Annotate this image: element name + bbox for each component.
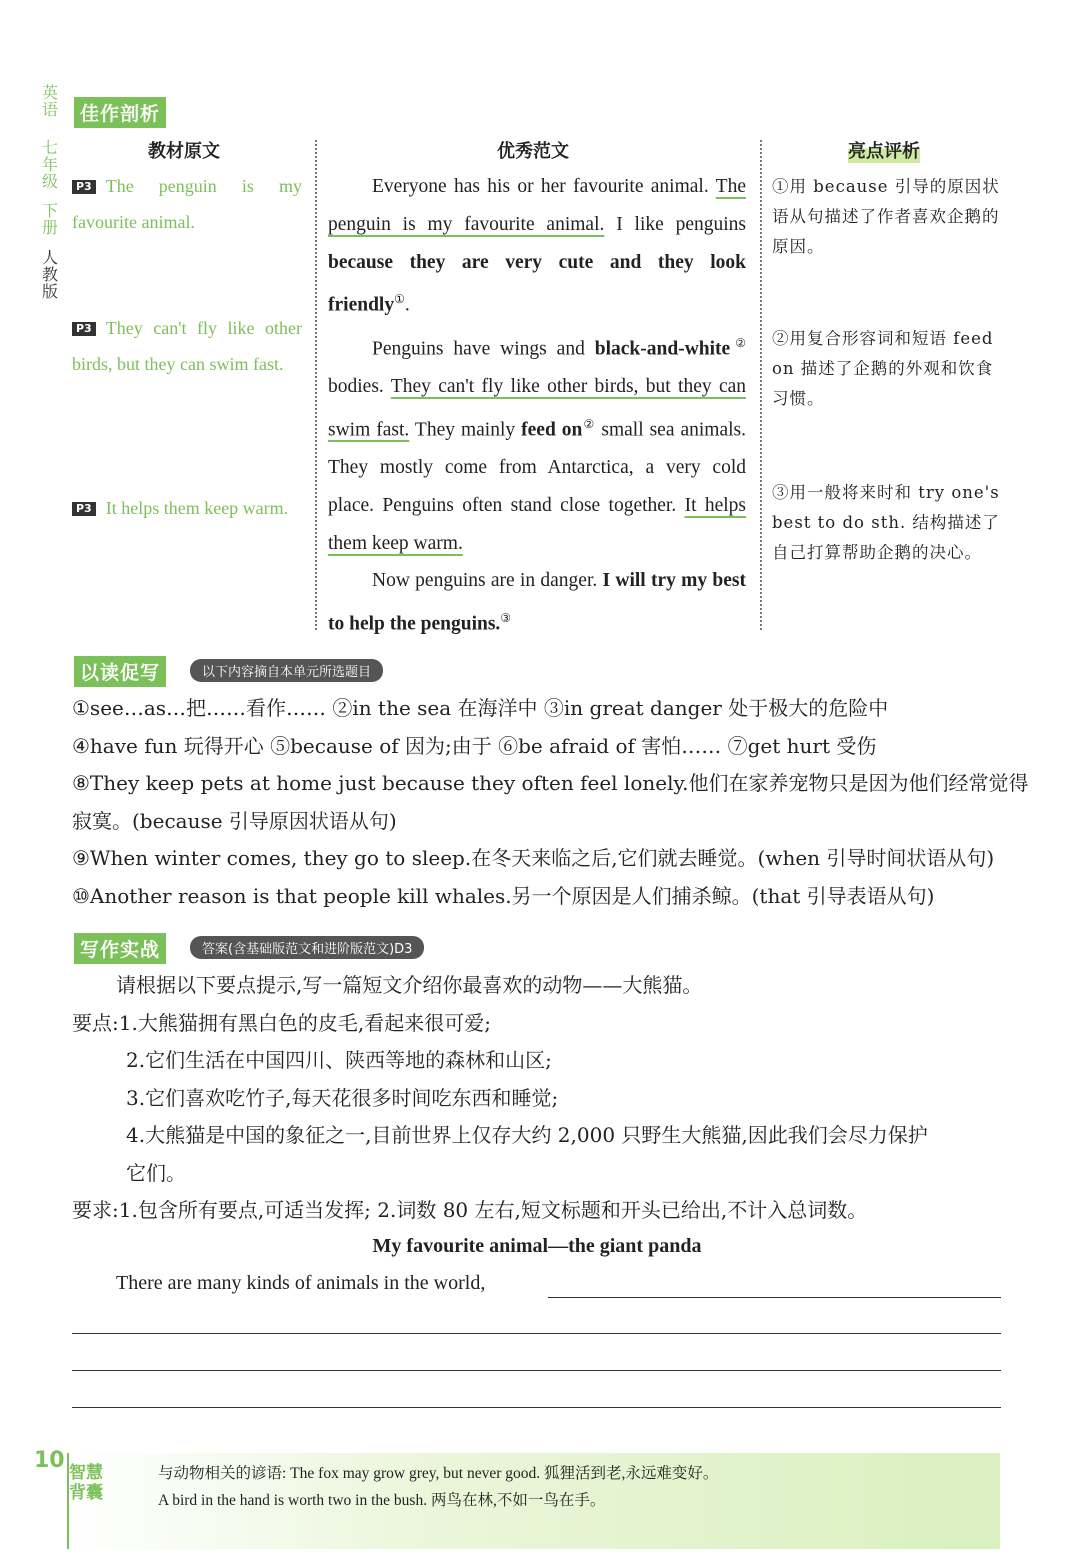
- col-head-model: 优秀范文: [497, 141, 569, 162]
- tip-box-label: 智慧背囊: [69, 1463, 103, 1503]
- section-tag-read-to-write: 以读促写: [74, 656, 166, 687]
- phrase-line: ④have fun 玩得开心 ⑤because of 因为;由于 ⑥be afraid of 害怕…… ⑦get hurt 受伤: [72, 733, 877, 758]
- page-ref-badge: P3: [72, 180, 96, 194]
- page-ref-badge: P3: [72, 322, 96, 336]
- source-pill: 以下内容摘自本单元所选题目: [190, 659, 383, 682]
- phrase-line: ⑧They keep pets at home just because they often feel lonely.他们在家养宠物只是因为他们经常觉得: [72, 771, 1029, 795]
- writing-line[interactable]: [72, 1333, 1001, 1334]
- original-sentence: P3 They can't fly like other birds, but they can swim fast.: [72, 318, 302, 374]
- proverb-line: 与动物相关的谚语: The fox may grow grey, but never good. 狐狸活到老,永远难变好。: [158, 1465, 719, 1482]
- page-ref-badge: P3: [72, 502, 96, 516]
- task-point: 它们。: [126, 1160, 186, 1185]
- original-sentence: P3 It helps them keep warm.: [72, 490, 302, 526]
- model-essay: Everyone has his or her favourite animal. The penguin is my favourite animal. I like penguins because they are very cute and they look friendly①. Penguins have wings and black-and-white② bodies. They can't fly like other birds, but they can swim fast. They mainly feed on② small sea animals. They mostly come from Antarctica, a very cold place. Penguins often stand close together. It helps them keep warm. Now penguins are in danger. I will try my best to help the penguins.③: [328, 176, 747, 635]
- col-head-notes: 亮点评析: [848, 137, 920, 163]
- phrase-line: 寂寞。(because 引导原因状语从句): [72, 808, 397, 833]
- writing-line[interactable]: [72, 1370, 1001, 1371]
- phrase-list: [72, 690, 1029, 915]
- writing-line[interactable]: [548, 1297, 1001, 1298]
- answer-pill: 答案(含基础版范文和进阶版范文)D3: [190, 936, 424, 959]
- side-term: 下册: [41, 203, 58, 237]
- phrase-line: ⑨When winter comes, they go to sleep.在冬天来临之后,它们就去睡觉。(when 引导时间状语从句): [72, 846, 995, 870]
- side-subject: 英语: [41, 85, 58, 119]
- essay-title: My favourite animal—the giant panda: [372, 1235, 702, 1257]
- column-divider: [760, 140, 762, 630]
- side-grade: 七年级: [41, 140, 58, 191]
- task-point: 3.它们喜欢吃竹子,每天花很多时间吃东西和睡觉;: [126, 1085, 559, 1110]
- task-point: 要点:1.大熊猫拥有黑白色的皮毛,看起来很可爱;: [72, 1010, 491, 1035]
- highlight-note: ②用复合形容词和短语 feed on 描述了企鹅的外观和饮食习惯。: [772, 329, 994, 408]
- page-number: 10: [34, 1448, 65, 1473]
- col-head-original: 教材原文: [148, 141, 220, 162]
- section-tag-practice: 写作实战: [74, 933, 166, 964]
- task-requirement: 要求:1.包含所有要点,可适当发挥; 2.词数 80 左右,短文标题和开头已给出,不计入总词数。: [72, 1198, 868, 1222]
- task-intro: 请根据以下要点提示,写一篇短文介绍你最喜欢的动物——大熊猫。: [116, 973, 703, 997]
- section-tag-analysis: 佳作剖析: [74, 97, 166, 128]
- original-sentence: P3 The penguin is my favourite animal.: [72, 176, 302, 232]
- column-divider: [315, 140, 317, 630]
- proverb-line: A bird in the hand is worth two in the bush. 两鸟在林,不如一鸟在手。: [158, 1492, 606, 1509]
- task-point: 2.它们生活在中国四川、陕西等地的森林和山区;: [126, 1048, 552, 1072]
- phrase-line: ①see…as…把……看作…… ②in the sea 在海洋中 ③in great danger 处于极大的危险中: [72, 696, 889, 720]
- side-edition: 人教版: [41, 250, 58, 301]
- phrase-line: ⑩Another reason is that people kill whales.另一个原因是人们捕杀鲸。(that 引导表语从句): [72, 883, 935, 908]
- writing-line[interactable]: [72, 1407, 1001, 1408]
- highlight-note: ③用一般将来时和 try one's best to do sth. 结构描述了自己打算帮助企鹅的决心。: [772, 483, 1000, 562]
- essay-opening: There are many kinds of animals in the world,: [116, 1272, 486, 1294]
- task-point: 4.大熊猫是中国的象征之一,目前世界上仅存大约 2,000 只野生大熊猫,因此我们会尽力保护: [126, 1123, 928, 1147]
- task-prompt: [72, 967, 1007, 1230]
- highlight-note: ①用 because 引导的原因状语从句描述了作者喜欢企鹅的原因。: [772, 177, 1000, 256]
